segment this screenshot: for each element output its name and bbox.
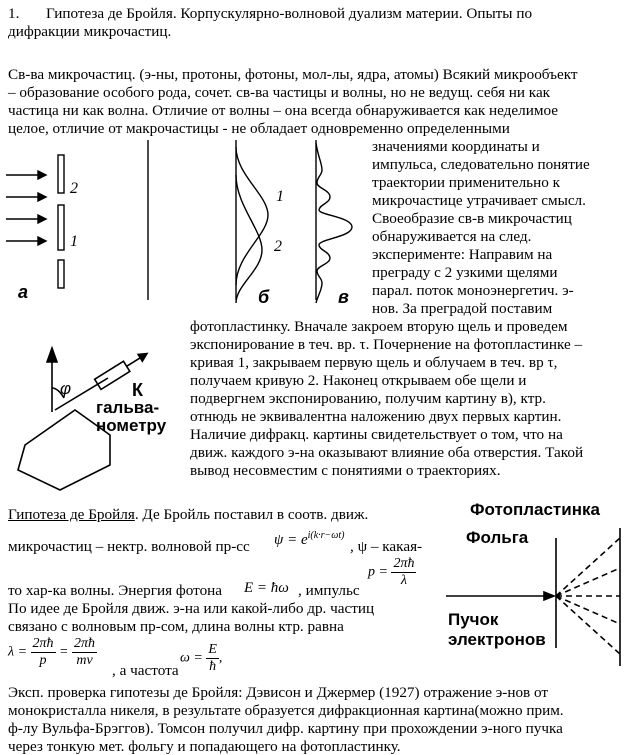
mid-line: фотопластинку. Вначале закроем вторую щель и проведем bbox=[190, 318, 568, 335]
debroglie-t4: то хар-ка волны. Энергия фотона bbox=[8, 582, 223, 599]
label-galva1: гальва- bbox=[96, 398, 160, 417]
figure-label-a: а bbox=[18, 282, 29, 302]
intro-line-1: Св-ва микрочастиц. (э-ны, протоны, фотоны, мол-лы, ядра, атомы) Всякий микрообъект bbox=[8, 66, 578, 83]
debroglie-t6: По идее де Бройля движ. э-на или какой-либо др. частиц bbox=[8, 600, 375, 617]
slit-label-2: 2 bbox=[70, 180, 78, 197]
mid-line: движ. каждого э-на оказывают влияние оба отверстия. Такой bbox=[190, 444, 584, 461]
formula-lambda-eq: = bbox=[59, 644, 69, 660]
label-photoplate: Фотопластинка bbox=[470, 500, 600, 519]
formula-lambda-num2: 2πħ bbox=[73, 636, 95, 651]
side-line: траектории применительно к bbox=[372, 174, 560, 191]
mid-line: Наличие дифракц. картины свидетельствует о том, что на bbox=[190, 426, 563, 443]
label-beam1: Пучок bbox=[448, 610, 499, 629]
debroglie-t3: , ψ – какая- bbox=[350, 538, 423, 555]
curve-label-1: 1 bbox=[276, 188, 284, 205]
slit-label-1: 1 bbox=[70, 233, 78, 250]
formula-psi bbox=[274, 530, 344, 549]
debroglie-line1 bbox=[8, 506, 368, 523]
final-line: через тонкую мет. фольгу и попадающего на фотопластинку. bbox=[8, 738, 401, 755]
intro-line-4: целое, отличие от макрочастицы - не обладает одновременно определенными bbox=[8, 120, 510, 137]
label-foil: Фольга bbox=[466, 528, 529, 547]
formula-omega-lhs: ω = bbox=[180, 650, 203, 666]
final-line: монокристалла никеля, в результате образуется дифракционная картина(можно прим. bbox=[8, 702, 564, 719]
label-k: К bbox=[132, 380, 143, 400]
formula-omega-den: ħ bbox=[209, 659, 217, 674]
formula-p bbox=[368, 556, 416, 589]
debroglie-t2: микрочастиц – нектр. волновой пр-сс bbox=[8, 538, 250, 555]
side-line: обнаруживается на след. bbox=[372, 228, 532, 245]
mid-line: получаем кривую 2. Наконец открываем обе щели и bbox=[190, 372, 527, 389]
mid-line: экспонирование в теч. вр. τ. Почернение на фотопластинке – bbox=[190, 336, 583, 353]
figure-label-b: б bbox=[258, 287, 270, 307]
side-line: нов. За преградой поставим bbox=[372, 300, 553, 317]
mid-line: вывод несовместим с понятиями о траекториях. bbox=[190, 462, 501, 479]
formula-lambda bbox=[8, 636, 97, 669]
formula-omega: ω = $\frac{E}{ħ}$ , bbox=[180, 642, 223, 674]
heading-number: 1. bbox=[8, 5, 20, 22]
formula-p-num: 2πħ bbox=[393, 556, 415, 571]
figure-label-v: в bbox=[338, 287, 349, 307]
formula-psi-exp: i(k·r−ωt) bbox=[307, 530, 345, 541]
formula-psi-base: ψ = e bbox=[274, 532, 308, 548]
debroglie-t5: , импульс bbox=[298, 582, 360, 599]
formula-lambda-den1: p bbox=[39, 653, 47, 668]
intro-line-3: частица ни как волна. Отличие от волны – она всегда обнаруживается как неделимое bbox=[8, 102, 558, 119]
formula-energy: E = ħω bbox=[244, 580, 289, 596]
debroglie-t8: , а частота bbox=[112, 662, 179, 679]
mid-line: подвергнем экспонированию, получим картину в), ктр. bbox=[190, 390, 546, 407]
formula-lambda-den2: mv bbox=[76, 653, 93, 668]
heading-line1: Гипотеза де Бройля. Корпускулярно-волновой дуализм материи. Опыты по bbox=[46, 5, 533, 22]
formula-p-den: λ bbox=[400, 573, 407, 588]
final-line: Эксп. проверка гипотезы де Бройля: Дэвисон и Джермер (1927) отражение э-нов от bbox=[8, 684, 549, 701]
two-slit-figure bbox=[0, 135, 372, 310]
side-line: преграду с 2 узкими щелями bbox=[372, 264, 558, 281]
angle-phi: φ bbox=[60, 379, 72, 398]
side-line: импульса, следовательно понятие bbox=[372, 156, 590, 173]
debroglie-t1: . Де Бройль поставил в соотв. движ. bbox=[134, 506, 369, 523]
label-galva2: нометру bbox=[96, 416, 167, 435]
debroglie-title: Гипотеза де Бройля bbox=[8, 506, 135, 523]
final-line: ф-лу Вульфа-Брэггов). Томсон получил дифр. картину при прохождении э-ного пучка bbox=[8, 720, 563, 737]
debroglie-t7: связано с волновым пр-сом, длина волны ктр. равна bbox=[8, 618, 344, 635]
formula-lambda-num1: 2πħ bbox=[32, 636, 54, 651]
curve-label-2: 2 bbox=[274, 238, 282, 255]
side-line: микрочастице утрачивает смысл. bbox=[372, 192, 586, 209]
formula-p-lhs: p = bbox=[368, 564, 388, 580]
formula-lambda-lhs: λ = bbox=[8, 644, 28, 660]
side-line: парал. поток моноэнергетич. э- bbox=[372, 282, 574, 299]
formula-omega-num: E bbox=[208, 642, 217, 657]
side-line: эксперименте: Направим на bbox=[372, 246, 553, 263]
heading-line2: дифракции микрочастиц. bbox=[8, 23, 172, 40]
intro-line-2: – образование особого рода, сочет. св-ва частицы и волны, но не ведущ. себя ни как bbox=[8, 84, 551, 101]
mid-line: отнюдь не эквивалентна наложению двух первых картин. bbox=[190, 408, 562, 425]
side-line: значениями координаты и bbox=[372, 138, 540, 155]
side-line: Своеобразие св-в микрочастиц bbox=[372, 210, 572, 227]
mid-line: кривая 1, закрываем первую щель и облучаем в теч. вр τ, bbox=[190, 354, 558, 371]
label-beam2: электронов bbox=[448, 630, 546, 649]
